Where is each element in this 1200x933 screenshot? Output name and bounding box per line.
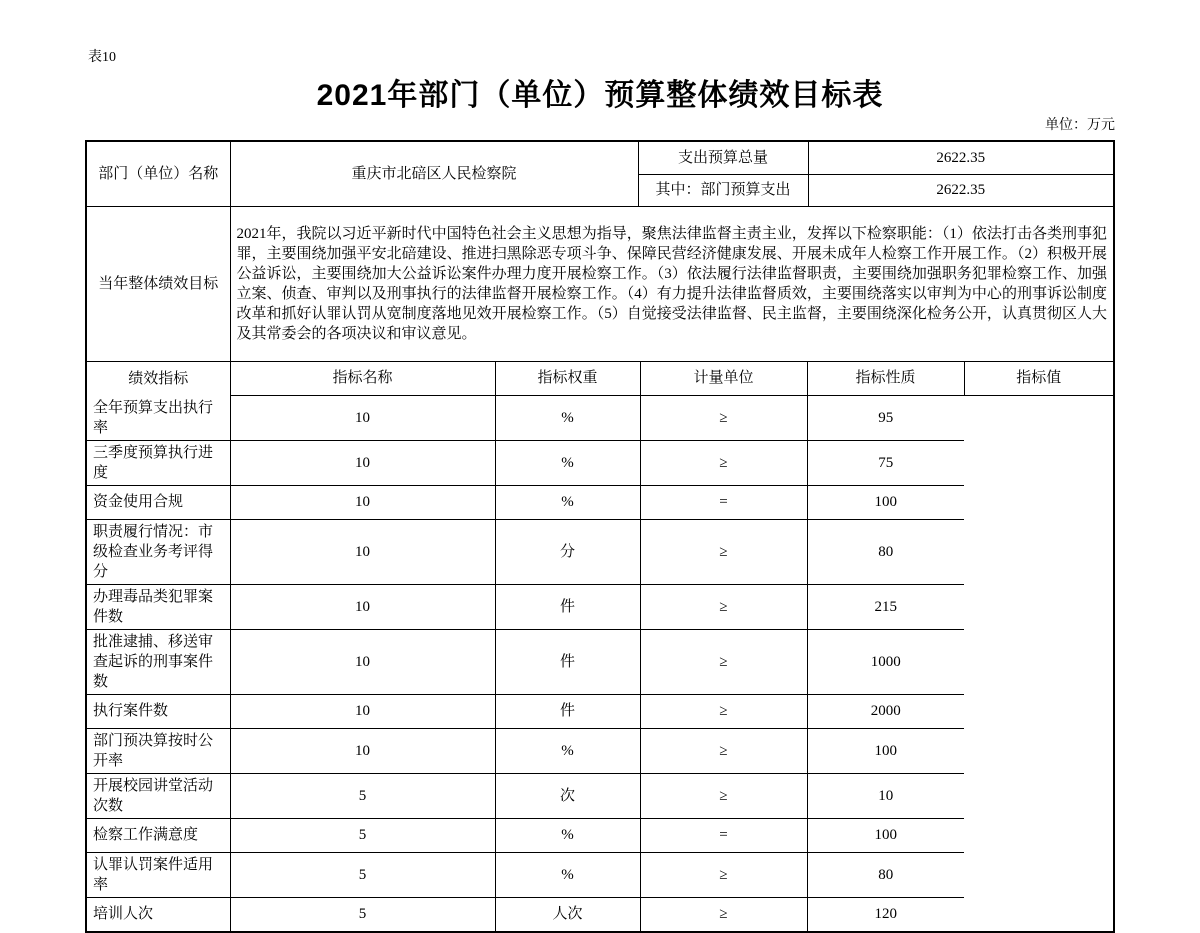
indicator-weight-cell: 10	[230, 694, 495, 728]
budget-total-label: 支出预算总量	[638, 142, 808, 174]
indicator-row	[87, 728, 1113, 773]
indicator-row	[87, 852, 1113, 897]
indicator-row	[87, 584, 1113, 629]
indicator-nature-cell: ≥	[640, 629, 807, 694]
indicator-name-cell: 开展校园讲堂活动次数	[87, 773, 230, 818]
indicator-unit-cell: 件	[495, 629, 640, 694]
indicator-name-cell: 办理毒品类犯罪案件数	[87, 584, 230, 629]
indicator-name-cell: 培训人次	[87, 897, 230, 931]
indicator-weight-cell: 10	[230, 728, 495, 773]
indicator-row	[87, 629, 1113, 694]
indicator-header-name: 指标名称	[230, 362, 495, 396]
indicator-value-cell: 120	[874, 906, 897, 923]
indicator-name-cell: 执行案件数	[87, 694, 230, 728]
indicator-header-weight: 指标权重	[495, 362, 640, 396]
indicator-name-cell: 职责履行情况：市级检查业务考评得分	[87, 519, 230, 584]
goal-row	[87, 207, 1113, 362]
dept-name-value: 重庆市北碚区人民检察院	[230, 142, 638, 206]
goal-text: 2021年，我院以习近平新时代中国特色社会主义思想为指导，聚焦法律监督主责主业，发挥以下检察职能：（1）依法打击各类刑事犯罪，主要围绕加强平安北碚建设、推进扫黑除恶专项斗争、保障民营经济健康发展、开展未成年人检察工作开展工作。（2）积极开展公益诉讼，主要围绕加大公益诉讼案件办理力度开展检察工作。（3）依法履行法律监督职责，主要围绕加强职务犯罪检察工作、加强立案、侦查、审判以及刑事执行的法律监督开展检察工作。（4）有力提升法律监督质效，主要围绕落实以审判为中心的刑事诉讼制度改革和抓好认罪认罚从宽制度落地见效开展检察工作。（5）自觉接受法律监督、民主监督，主要围绕深化检务公开，认真贯彻区人大及其常委会的各项决议和审议意见。	[230, 207, 1113, 362]
indicator-unit-cell: %	[495, 396, 640, 441]
indicator-header-value: 指标值	[964, 362, 1113, 396]
dept-budget-value: 2622.35	[808, 174, 1113, 206]
indicator-nature-cell: =	[640, 485, 807, 519]
indicator-weight-cell: 5	[230, 818, 495, 852]
indicator-unit-cell: 分	[495, 519, 640, 584]
indicator-name-cell: 检察工作满意度	[87, 818, 230, 852]
indicator-header-nature: 指标性质	[807, 362, 964, 396]
indicator-value-cell: 1000	[807, 629, 964, 694]
indicator-name-cell: 认罪认罚案件适用率	[87, 852, 230, 897]
indicator-nature-cell: =	[640, 818, 807, 852]
indicator-weight-cell: 10	[230, 440, 495, 485]
dept-budget-label: 其中：部门预算支出	[638, 174, 808, 206]
indicator-weight-cell: 10	[230, 396, 495, 441]
indicator-weight-cell: 5	[230, 897, 495, 931]
indicator-value-cell: 95	[807, 396, 964, 441]
indicator-name-cell: 三季度预算执行进度	[87, 440, 230, 485]
indicator-unit-cell: 次	[495, 773, 640, 818]
indicator-unit-cell: 件	[495, 694, 640, 728]
indicator-value-cell: 80	[807, 519, 964, 584]
performance-target-table	[85, 140, 1115, 933]
indicator-row	[87, 694, 1113, 728]
indicator-unit-cell: %	[495, 485, 640, 519]
indicator-nature-cell: ≥	[640, 396, 807, 441]
budget-total-value: 2622.35	[808, 142, 1113, 174]
indicator-unit-cell: %	[495, 728, 640, 773]
indicator-nature-cell: ≥	[640, 694, 807, 728]
indicator-weight-cell: 10	[230, 519, 495, 584]
indicator-value-cell: 75	[807, 440, 964, 485]
indicator-nature-cell: ≥	[640, 773, 807, 818]
indicator-value-cell: 215	[807, 584, 964, 629]
goal-label: 当年整体绩效目标	[87, 207, 230, 362]
indicator-value-cell: 80	[807, 852, 964, 897]
indicator-header-unit: 计量单位	[640, 362, 807, 396]
indicator-unit-cell: %	[495, 440, 640, 485]
indicator-value-cell: 2000	[807, 694, 964, 728]
goal-section	[87, 207, 1113, 362]
indicator-header-row	[87, 362, 1113, 396]
indicator-row	[87, 485, 1113, 519]
summary-section	[87, 142, 1113, 207]
indicator-nature-cell: ≥	[640, 584, 807, 629]
indicator-value-cell: 100	[807, 818, 964, 852]
indicators-section	[87, 362, 1113, 932]
indicator-name-cell: 批准逮捕、移送审查起诉的刑事案件数	[87, 629, 230, 694]
indicator-row	[87, 773, 1113, 818]
indicator-nature-cell: ≥	[640, 519, 807, 584]
indicator-unit-cell: %	[495, 852, 640, 897]
unit-note: 单位：万元	[1045, 118, 1115, 133]
document-title: 2021年部门（单位）预算整体绩效目标表	[316, 79, 884, 112]
indicator-weight-cell: 10	[230, 629, 495, 694]
indicator-weight-cell: 5	[230, 773, 495, 818]
indicators-label: 绩效指标	[87, 362, 230, 396]
indicator-nature-cell: ≥	[640, 897, 807, 931]
sheet-tag: 表10	[88, 50, 116, 65]
indicator-value-cell: 100	[807, 728, 964, 773]
dept-name-label: 部门（单位）名称	[87, 142, 230, 206]
indicator-name-cell: 资金使用合规	[87, 485, 230, 519]
indicator-row	[87, 519, 1113, 584]
indicator-name-cell: 全年预算支出执行率	[87, 396, 230, 441]
indicator-name-cell: 部门预决算按时公开率	[87, 728, 230, 773]
indicator-weight-cell: 5	[230, 852, 495, 897]
indicator-unit-cell: 人次	[495, 897, 640, 931]
indicator-row	[87, 440, 1113, 485]
indicator-value-cell: 10	[807, 773, 964, 818]
summary-row-total	[87, 142, 1113, 174]
indicator-unit-cell: %	[495, 818, 640, 852]
indicator-value-cell: 100	[807, 485, 964, 519]
indicator-row	[87, 396, 1113, 441]
indicator-weight-cell: 10	[230, 584, 495, 629]
indicator-unit-cell: 件	[495, 584, 640, 629]
indicator-row	[87, 897, 1113, 931]
indicator-nature-cell: ≥	[640, 440, 807, 485]
indicator-row	[87, 818, 1113, 852]
indicator-tbody	[87, 396, 1113, 932]
indicator-nature-cell: ≥	[640, 852, 807, 897]
indicator-nature-cell: ≥	[640, 728, 807, 773]
indicator-weight-cell: 10	[230, 485, 495, 519]
